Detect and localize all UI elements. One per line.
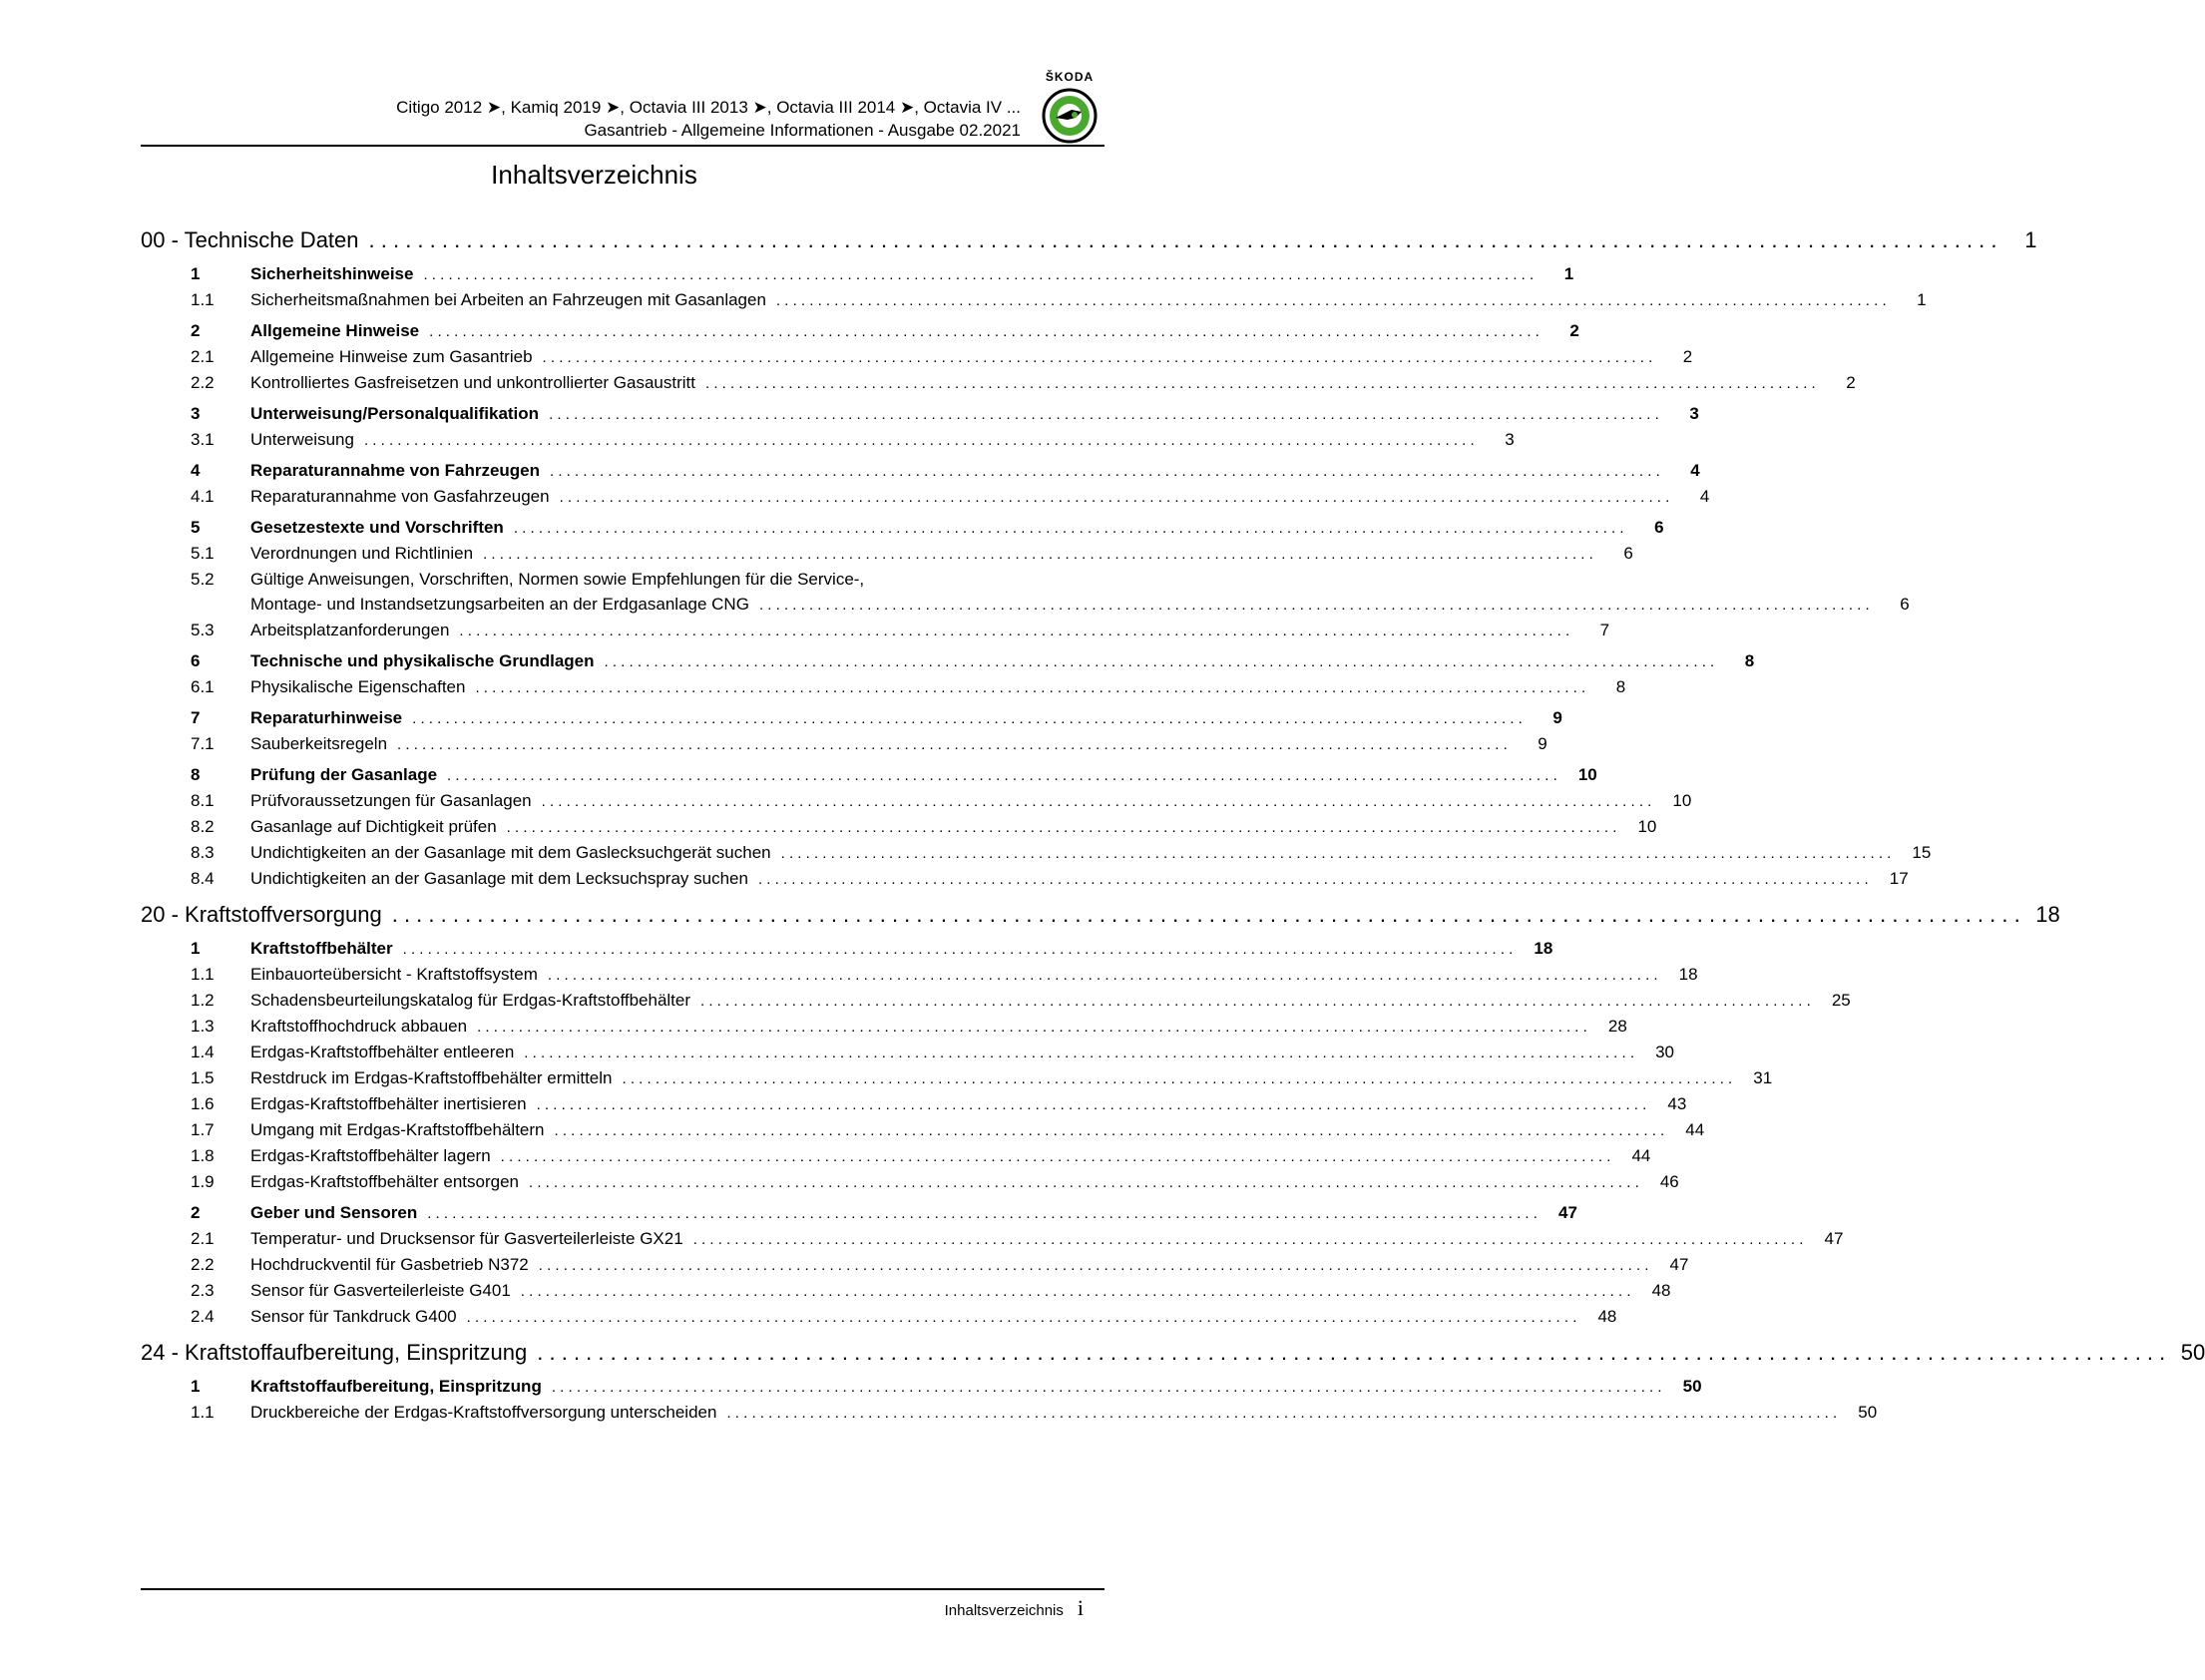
toc-section-number: 1 <box>191 264 201 283</box>
toc-entry-number: 1.1 <box>191 965 215 984</box>
toc-entry-page: 25 <box>1831 991 1851 1010</box>
toc-entry-title: Sauberkeitsregeln <box>250 734 388 753</box>
toc-entry-row[interactable] <box>141 287 1927 313</box>
toc-chapter-row[interactable] <box>141 227 2037 261</box>
toc-leader-dots <box>467 1305 1577 1330</box>
toc-entry-page: 30 <box>1655 1043 1675 1061</box>
toc-leader-dots <box>693 1227 1804 1252</box>
toc-entry-number: 2.2 <box>191 1255 215 1274</box>
toc-entry-row[interactable] <box>141 1040 1675 1065</box>
toc-section-row[interactable] <box>141 458 1700 484</box>
toc-entry-row[interactable] <box>141 618 1610 643</box>
toc-entry-title: Arbeitsplatzanforderungen <box>250 621 450 639</box>
toc-section-title: Allgemeine Hinweise <box>250 321 420 340</box>
toc-leader-dots <box>501 1144 1611 1169</box>
toc-entry-title: Sensor für Tankdruck G400 <box>250 1307 457 1326</box>
toc-entry-page: 28 <box>1607 1017 1627 1036</box>
toc-entry-page: 44 <box>1631 1146 1651 1165</box>
toc-entry-row[interactable] <box>141 674 1626 700</box>
toc-chapter <box>141 902 2060 1330</box>
toc-section-title: Reparaturannahme von Fahrzeugen <box>250 461 541 480</box>
footer-rule <box>141 1588 1104 1590</box>
toc-entry-number: 8.4 <box>191 869 215 888</box>
toc-leader-dots <box>521 1279 1631 1304</box>
toc-entry-row[interactable] <box>141 1169 1679 1195</box>
toc-entry-title: Kontrolliertes Gasfreisetzen und unkontrollierter Gasaustritt <box>250 373 695 392</box>
toc-chapter-row[interactable] <box>141 902 2060 936</box>
toc-leader-dots <box>759 593 1870 618</box>
header-rule <box>141 145 1104 147</box>
toc-section-title: Technische und physikalische Grundlagen <box>250 651 595 670</box>
toc-entry-number: 8.1 <box>191 791 215 810</box>
toc-entry-number: 2.1 <box>191 347 215 366</box>
toc-section-page: 1 <box>1563 264 1574 283</box>
toc-leader-dots <box>560 485 1670 510</box>
toc-leader-dots <box>397 732 1508 757</box>
toc-entry-row[interactable] <box>141 1400 1878 1426</box>
toc-leader-dots <box>514 516 1624 541</box>
toc-section-row[interactable] <box>141 705 1562 731</box>
toc-entry-page: 48 <box>1597 1307 1617 1326</box>
toc-leader-dots <box>552 1375 1662 1400</box>
toc-leader-dots <box>543 345 1653 370</box>
toc-entry-row[interactable] <box>141 567 1910 618</box>
toc-entry-row[interactable] <box>141 962 1698 988</box>
toc-chapter-title: 00 - Technische Daten <box>141 227 359 252</box>
toc-section-number: 5 <box>191 518 201 537</box>
toc-leader-dots <box>539 1253 1649 1278</box>
toc-leader-dots <box>483 542 1593 567</box>
toc-leader-dots <box>423 262 1534 287</box>
toc-entry-page: 46 <box>1659 1172 1679 1191</box>
toc-section-number: 4 <box>191 461 201 480</box>
toc-entry-title-continued: Montage- und Instandsetzungsarbeiten an der Erdgasanlage CNG <box>250 595 749 614</box>
toc-entry-title: Undichtigkeiten an der Gasanlage mit dem Lecksuchspray suchen <box>250 869 748 888</box>
toc-entry-row[interactable] <box>141 541 1633 567</box>
toc-entry-row[interactable] <box>141 370 1856 396</box>
header-models: Citigo 2012 ➤, Kamiq 2019 ➤, Octavia III 2013 ➤, Octavia III 2014 ➤, Octavia IV ... <box>396 98 1021 117</box>
toc-section <box>141 1374 1878 1426</box>
toc-entry-page: 31 <box>1753 1068 1773 1087</box>
toc-entry-number: 1.1 <box>191 290 215 309</box>
toc-entry-page: 1 <box>1917 290 1927 309</box>
toc-entry-row[interactable] <box>141 788 1692 814</box>
toc-entry-row[interactable] <box>141 1278 1671 1304</box>
toc-chapter-page: 50 <box>2180 1340 2205 1365</box>
toc-entry-page: 10 <box>1672 791 1692 810</box>
toc-leader-dots <box>475 675 1585 700</box>
toc-section <box>141 648 1755 700</box>
toc-entry-title: Unterweisung <box>250 430 354 449</box>
toc-entry-page: 9 <box>1538 734 1547 753</box>
toc-entry-title: Restdruck im Erdgas-Kraftstoffbehälter ermitteln <box>250 1068 613 1087</box>
toc-entry-page: 18 <box>1678 965 1698 984</box>
toc-section <box>141 458 1710 510</box>
toc-leader-dots <box>524 1041 1634 1065</box>
toc-entry-number: 1.1 <box>191 1403 215 1422</box>
toc-section-number: 2 <box>191 1203 201 1222</box>
toc-entry-number: 8.3 <box>191 843 215 862</box>
toc-section-page: 9 <box>1552 708 1562 727</box>
skoda-emblem-icon <box>1042 88 1098 144</box>
toc-entry-page: 47 <box>1669 1255 1689 1274</box>
toc-leader-dots <box>403 937 1514 962</box>
toc-entry-row[interactable] <box>141 1143 1651 1169</box>
toc-leader-dots <box>776 288 1887 313</box>
toc-section <box>141 705 1562 757</box>
toc-entry-row[interactable] <box>141 1304 1617 1330</box>
toc-entry-page: 2 <box>1846 373 1856 392</box>
toc-chapter <box>141 1340 2205 1426</box>
toc-entry-title: Allgemeine Hinweise zum Gasantrieb <box>250 347 533 366</box>
toc-entry-title: Sensor für Gasverteilerleiste G401 <box>250 1281 511 1300</box>
toc-entry-title: Undichtigkeiten an der Gasanlage mit dem Gaslecksuchgerät suchen <box>250 843 771 862</box>
toc-leader-dots <box>726 1401 1837 1426</box>
toc-section-number: 1 <box>191 1377 201 1396</box>
toc-entry-page: 48 <box>1651 1281 1671 1300</box>
toc-entry-title: Erdgas-Kraftstoffbehälter entsorgen <box>250 1172 520 1191</box>
toc-entry-page: 6 <box>1900 595 1910 614</box>
toc-entry-row[interactable] <box>141 1226 1844 1252</box>
toc-leader-dots <box>459 619 1569 643</box>
toc-leader-dots <box>429 319 1540 344</box>
toc-leader-dots <box>542 789 1652 814</box>
toc-section <box>141 1200 1844 1330</box>
toc-entry-page: 3 <box>1505 430 1515 449</box>
toc-leader-dots <box>447 763 1557 788</box>
toc-entry-row[interactable] <box>141 814 1657 840</box>
toc-entry-title: Hochdruckventil für Gasbetrieb N372 <box>250 1255 529 1274</box>
toc-section-number: 3 <box>191 404 201 423</box>
toc-section-page: 50 <box>1682 1377 1702 1396</box>
toc-entry-page: 2 <box>1682 347 1693 366</box>
skoda-logo <box>1037 70 1102 144</box>
toc-section-row[interactable] <box>141 1200 1577 1226</box>
toc-section-row[interactable] <box>141 762 1597 788</box>
toc-section-number: 1 <box>191 939 201 958</box>
toc-entry-number: 6.1 <box>191 677 215 696</box>
toc-section-page: 10 <box>1577 765 1597 784</box>
toc-entry-title: Gasanlage auf Dichtigkeit prüfen <box>250 817 497 836</box>
toc-section-title: Kraftstoffbehälter <box>250 939 393 958</box>
toc-entry-page: 8 <box>1615 677 1626 696</box>
page-title: Inhaltsverzeichnis <box>491 160 697 190</box>
toc-entry-title: Erdgas-Kraftstoffbehälter entleeren <box>250 1043 515 1061</box>
page-footer <box>945 1595 1084 1621</box>
toc-entry-title: Druckbereiche der Erdgas-Kraftstoffversorgung unterscheiden <box>250 1403 717 1422</box>
toc-entry-number: 2.2 <box>191 373 215 392</box>
toc-entry-number: 5.2 <box>191 570 215 589</box>
toc-chapter-title: 24 - Kraftstoffaufbereitung, Einspritzung <box>141 1340 528 1365</box>
toc-entry-page: 17 <box>1889 869 1909 888</box>
toc-entry-title: Gültige Anweisungen, Vorschriften, Normen sowie Empfehlungen für die Service-, <box>250 570 865 589</box>
toc-entry-multiline <box>250 567 1910 618</box>
toc-section-number: 6 <box>191 651 201 670</box>
toc-leader-dots <box>392 902 2020 928</box>
toc-entry-row[interactable] <box>141 1091 1687 1117</box>
toc-section-title: Reparaturhinweise <box>250 708 403 727</box>
toc-entry-number: 1.5 <box>191 1068 215 1087</box>
toc-leader-dots <box>549 402 1659 427</box>
toc-leader-dots <box>537 1340 2165 1366</box>
toc-leader-dots <box>477 1015 1587 1040</box>
toc-leader-dots <box>781 841 1892 866</box>
toc-leader-dots <box>700 989 1811 1014</box>
toc-entry-title: Verordnungen und Richtlinien <box>250 544 474 563</box>
toc-section-row[interactable] <box>141 401 1699 427</box>
toc-section-row[interactable] <box>141 318 1579 344</box>
toc-chapter-page: 18 <box>2035 902 2060 927</box>
toc-entry-page: 6 <box>1623 544 1633 563</box>
toc-entry-title-continued-row <box>250 592 1910 618</box>
toc-section-page: 47 <box>1558 1203 1577 1222</box>
toc-entry-row[interactable] <box>141 427 1515 453</box>
toc-entry-number: 2.1 <box>191 1229 215 1248</box>
toc-section-page: 4 <box>1690 461 1700 480</box>
toc-section <box>141 261 1927 313</box>
toc-entry-title: Erdgas-Kraftstoffbehälter lagern <box>250 1146 491 1165</box>
toc-chapter-title: 20 - Kraftstoffversorgung <box>141 902 382 927</box>
toc-section-row[interactable] <box>141 261 1574 287</box>
toc-entry-number: 1.3 <box>191 1017 215 1036</box>
toc-entry-number: 7.1 <box>191 734 215 753</box>
toc-entry-number: 4.1 <box>191 487 215 506</box>
toc-section-row[interactable] <box>141 1374 1702 1400</box>
toc-section-page: 3 <box>1689 404 1699 423</box>
toc-entry-title: Sicherheitsmaßnahmen bei Arbeiten an Fahrzeugen mit Gasanlagen <box>250 290 766 309</box>
toc-leader-dots <box>369 227 1997 253</box>
toc-entry-title: Physikalische Eigenschaften <box>250 677 466 696</box>
toc-leader-dots <box>529 1170 1639 1195</box>
toc-entry-title: Einbauorteübersicht - Kraftstoffsystem <box>250 965 538 984</box>
toc-section-page: 18 <box>1534 939 1553 958</box>
toc-entry-row[interactable] <box>141 1252 1689 1278</box>
toc-leader-dots <box>758 867 1869 892</box>
toc-entry-number: 3.1 <box>191 430 215 449</box>
toc-entry-number: 1.4 <box>191 1043 215 1061</box>
toc-entry-row[interactable] <box>141 1065 1773 1091</box>
toc-entry-title: Umgang mit Erdgas-Kraftstoffbehältern <box>250 1120 545 1139</box>
toc-leader-dots <box>412 706 1523 731</box>
toc-entry-number: 1.2 <box>191 991 215 1010</box>
toc-chapter <box>141 227 2037 892</box>
toc-entry-row[interactable] <box>141 484 1710 510</box>
toc-entry-title: Temperatur- und Drucksensor für Gasverteilerleiste GX21 <box>250 1229 683 1248</box>
toc-section-number: 2 <box>191 321 201 340</box>
page-header <box>396 96 1021 142</box>
toc-section <box>141 515 1910 643</box>
toc-section <box>141 401 1699 453</box>
toc-leader-dots <box>537 1092 1647 1117</box>
toc-leader-dots <box>550 459 1660 484</box>
toc-entry-number: 5.3 <box>191 621 215 639</box>
toc-entry-number: 1.6 <box>191 1094 215 1113</box>
toc-leader-dots <box>364 428 1475 453</box>
toc-entry-row[interactable] <box>141 344 1693 370</box>
toc-entry-number: 5.1 <box>191 544 215 563</box>
toc-leader-dots <box>427 1201 1538 1226</box>
toc-section-title: Geber und Sensoren <box>250 1203 418 1222</box>
toc-section <box>141 762 1932 892</box>
toc-entry-title: Prüfvoraussetzungen für Gasanlagen <box>250 791 532 810</box>
toc-section-row[interactable] <box>141 648 1755 674</box>
toc-entry-number: 1.7 <box>191 1120 215 1139</box>
toc-section-title: Sicherheitshinweise <box>250 264 414 283</box>
toc-entry-number: 2.4 <box>191 1307 215 1326</box>
toc-section <box>141 936 1851 1195</box>
toc-entry-page: 50 <box>1858 1403 1878 1422</box>
toc-entry-page: 47 <box>1824 1229 1844 1248</box>
toc-leader-dots <box>507 815 1617 840</box>
toc-section <box>141 318 1856 396</box>
toc-section-title: Gesetzestexte und Vorschriften <box>250 518 504 537</box>
toc-entry-number: 2.3 <box>191 1281 215 1300</box>
toc-entry-page: 15 <box>1912 843 1932 862</box>
toc-entry-row[interactable] <box>141 1014 1627 1040</box>
toc-entry-row[interactable] <box>141 1117 1705 1143</box>
toc-section-page: 2 <box>1569 321 1579 340</box>
toc-entry-page: 4 <box>1699 487 1710 506</box>
toc-entry-row[interactable] <box>141 731 1547 757</box>
toc-entry-page: 43 <box>1667 1094 1687 1113</box>
toc-section-page: 8 <box>1744 651 1755 670</box>
footer-label: Inhaltsverzeichnis <box>944 1602 1064 1619</box>
toc-leader-dots <box>548 963 1658 988</box>
toc-section-number: 8 <box>191 765 201 784</box>
toc-entry-title: Erdgas-Kraftstoffbehälter inertisieren <box>250 1094 527 1113</box>
toc-leader-dots <box>555 1118 1665 1143</box>
table-of-contents <box>141 227 2205 1436</box>
toc-section-row[interactable] <box>141 515 1664 541</box>
toc-section-title: Prüfung der Gasanlage <box>250 765 438 784</box>
toc-entry-row[interactable] <box>141 866 1909 892</box>
toc-entry-number: 1.8 <box>191 1146 215 1165</box>
toc-entry-page: 10 <box>1637 817 1657 836</box>
toc-entry-number: 1.9 <box>191 1172 215 1191</box>
toc-entry-title: Schadensbeurteilungskatalog für Erdgas-Kraftstoffbehälter <box>250 991 691 1010</box>
toc-section-title: Unterweisung/Personalqualifikation <box>250 404 540 423</box>
toc-section-row[interactable] <box>141 936 1553 962</box>
toc-entry-page: 7 <box>1599 621 1610 639</box>
toc-section-number: 7 <box>191 708 201 727</box>
header-subtitle: Gasantrieb - Allgemeine Informationen - Ausgabe 02.2021 <box>584 121 1021 140</box>
toc-chapter-page: 1 <box>2024 227 2037 252</box>
toc-leader-dots <box>705 371 1816 396</box>
toc-entry-number: 8.2 <box>191 817 215 836</box>
toc-chapter-row[interactable] <box>141 1340 2205 1374</box>
logo-wordmark: ŠKODA <box>1045 70 1095 84</box>
toc-entry-title: Kraftstoffhochdruck abbauen <box>250 1017 468 1036</box>
toc-entry-row[interactable] <box>141 840 1932 866</box>
toc-leader-dots <box>623 1066 1733 1091</box>
toc-leader-dots <box>605 649 1715 674</box>
toc-section-page: 6 <box>1654 518 1664 537</box>
toc-section-title: Kraftstoffaufbereitung, Einspritzung <box>250 1377 542 1396</box>
footer-page-number: i <box>1077 1595 1084 1620</box>
toc-entry-row[interactable] <box>141 988 1851 1014</box>
toc-entry-page: 44 <box>1685 1120 1705 1139</box>
toc-entry-title: Reparaturannahme von Gasfahrzeugen <box>250 487 550 506</box>
